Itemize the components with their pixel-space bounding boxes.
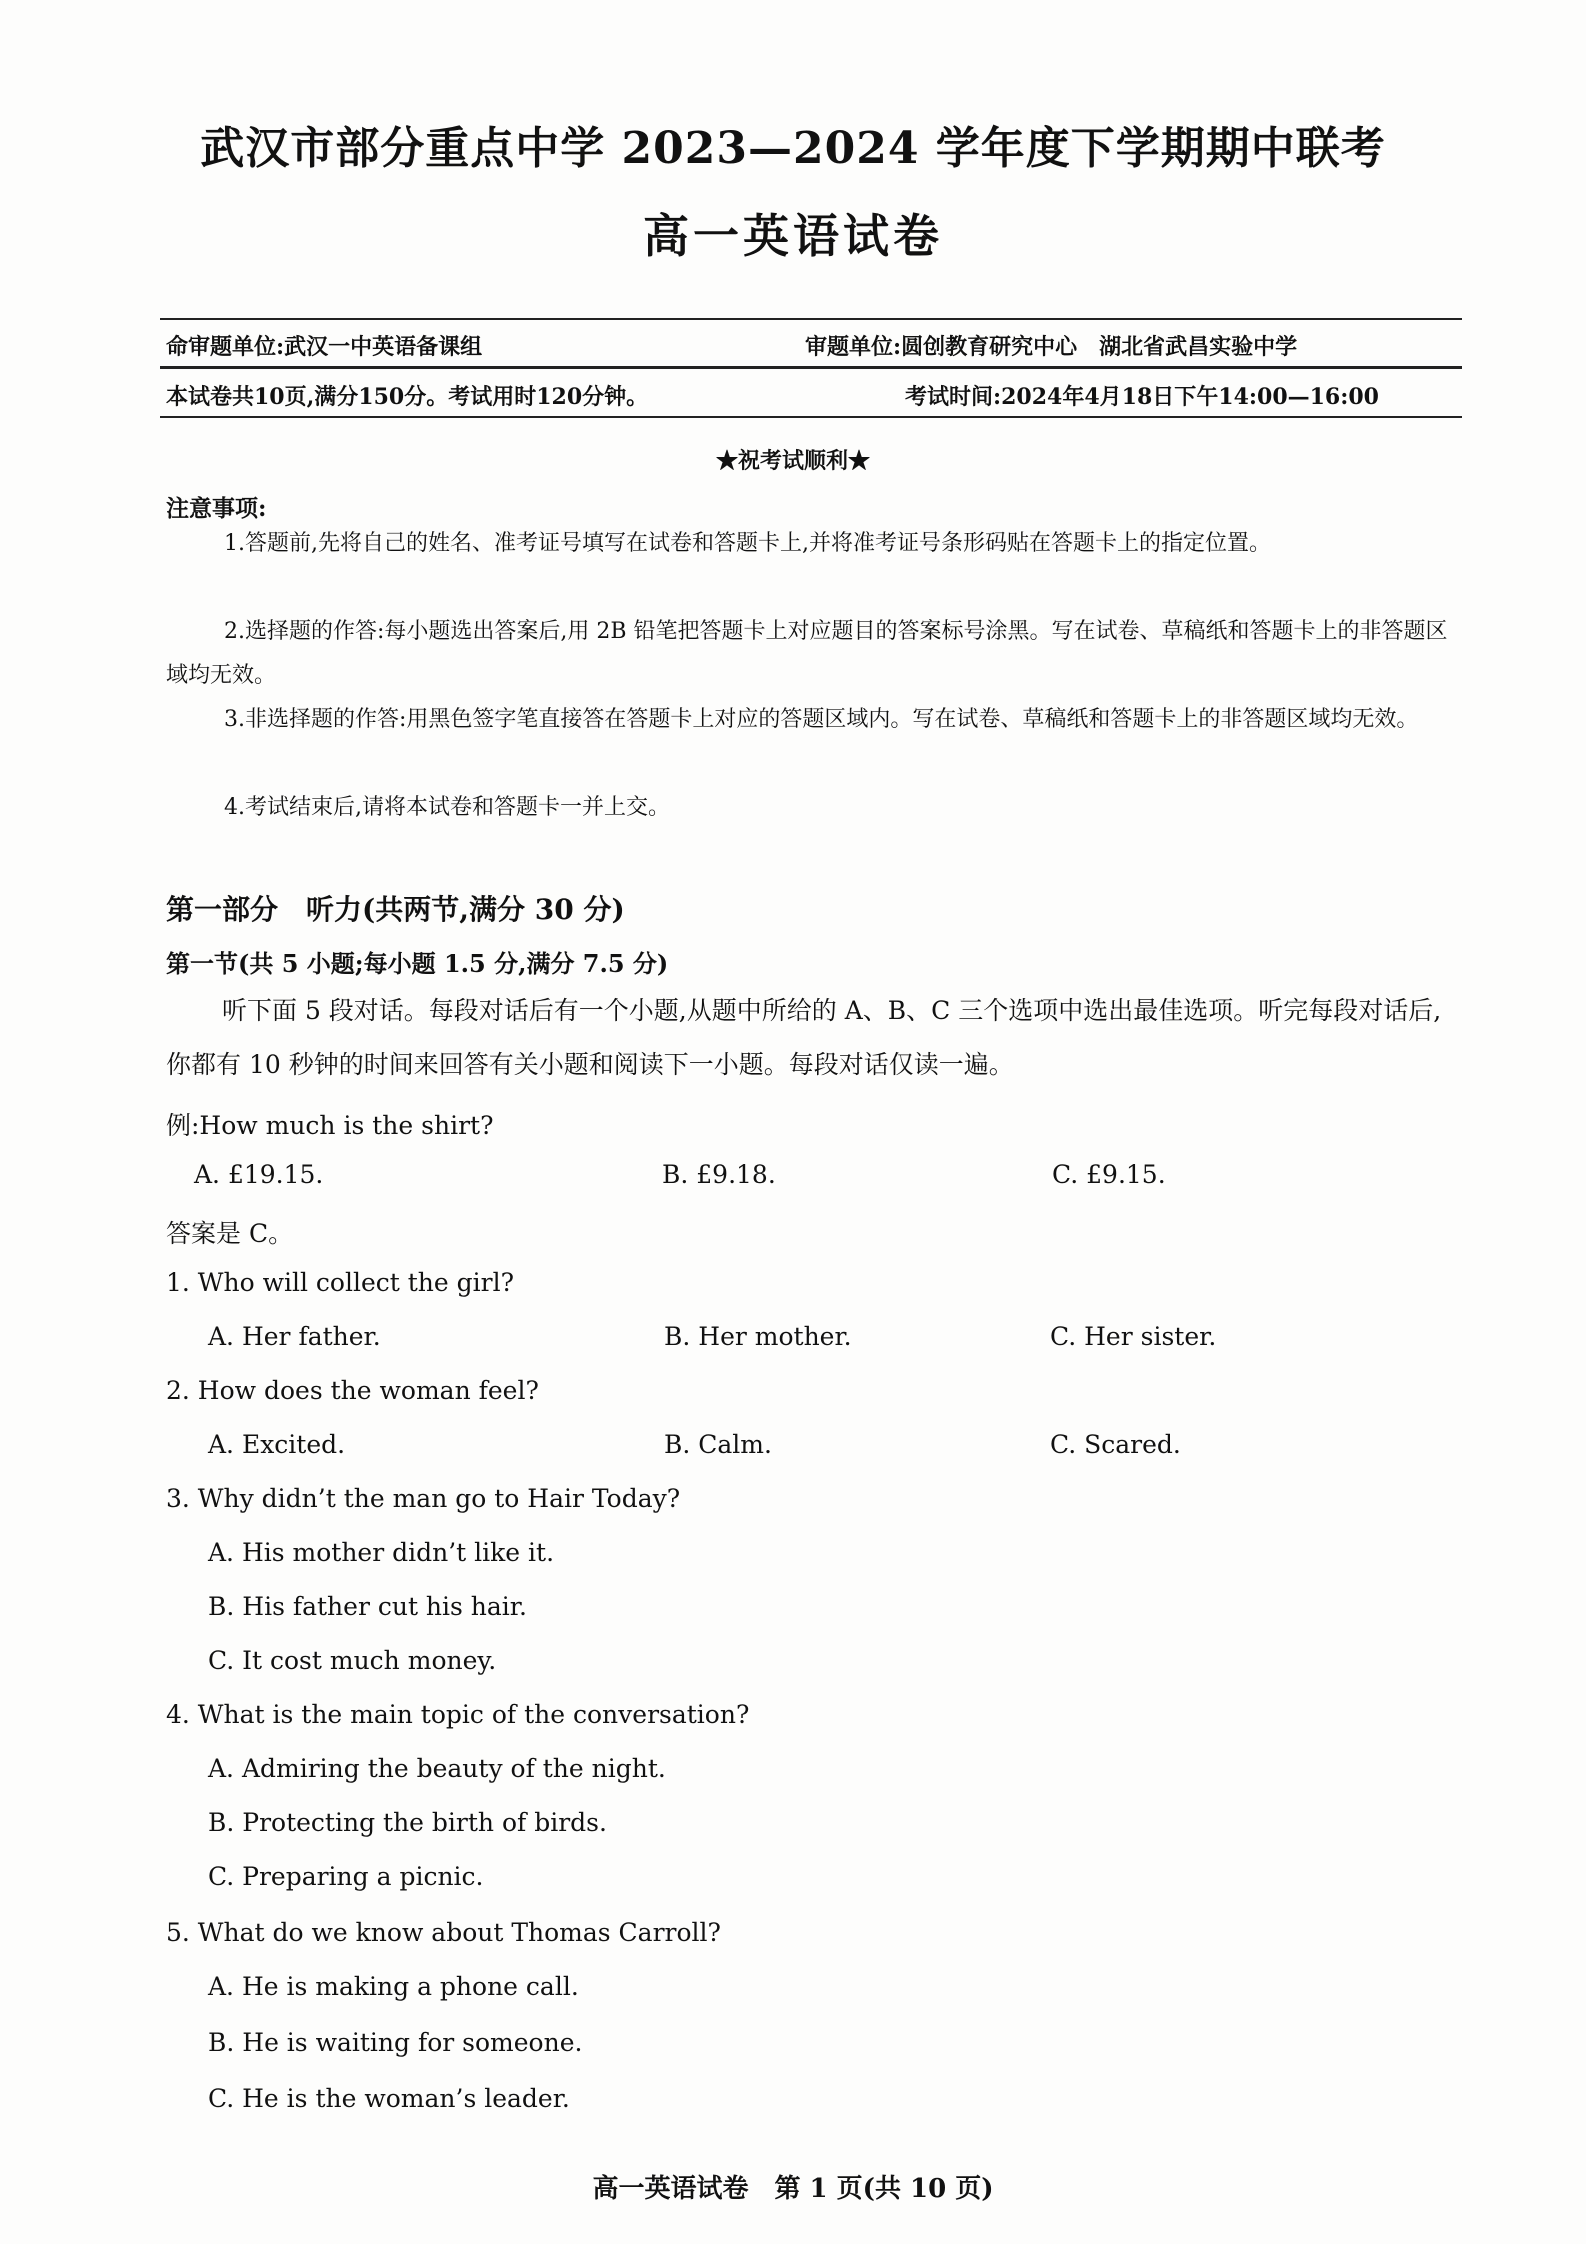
section-title: 第一节(共 5 小题;每小题 1.5 分,满分 7.5 分) — [166, 949, 669, 978]
q2-option-b: B. Calm. — [664, 1430, 772, 1459]
q5-option-a: A. He is making a phone call. — [208, 1972, 579, 2001]
example-answer: 答案是 C。 — [166, 1219, 294, 1248]
blessing: ★祝考试顺利★ — [715, 448, 870, 474]
q2-option-a: A. Excited. — [208, 1430, 346, 1459]
example-option-c: C. £9.15. — [1052, 1160, 1166, 1189]
notice-heading: 注意事项: — [166, 495, 267, 522]
q2-option-c: C. Scared. — [1050, 1430, 1181, 1459]
q1-option-c: C. Her sister. — [1050, 1322, 1217, 1351]
notice-item: 4.考试结束后,请将本试卷和答题卡一并上交。 — [224, 795, 670, 820]
divider-line — [160, 416, 1462, 418]
exam-title: 武汉市部分重点中学 2023—2024 学年度下学期期中联考 — [200, 123, 1386, 174]
q4-option-b: B. Protecting the birth of birds. — [208, 1808, 607, 1837]
notice-item: 2.选择题的作答:每小题选出答案后,用 2B 铅笔把答题卡上对应题目的答案标号涂黑。写在试卷、草稿纸和答题卡上的非答题区域均无效。 — [166, 619, 1448, 688]
example-option-a: A. £19.15. — [194, 1160, 324, 1189]
question-5: 5. What do we know about Thomas Carroll? — [166, 1918, 721, 1947]
q4-option-c: C. Preparing a picnic. — [208, 1862, 484, 1891]
question-3: 3. Why didn’t the man go to Hair Today? — [166, 1484, 681, 1513]
question-1: 1. Who will collect the girl? — [166, 1268, 514, 1297]
q3-option-a: A. His mother didn’t like it. — [208, 1538, 555, 1567]
divider-line — [160, 366, 1462, 369]
instructions: 听下面 5 段对话。每段对话后有一个小题,从题中所给的 A、B、C 三个选项中选出最佳选项。听完每段对话后,你都有 10 秒钟的时间来回答有关小题和阅读下一小题。每段对话仅读一遍。 — [166, 996, 1442, 1079]
notice-item: 1.答题前,先将自己的姓名、准考证号填写在试卷和答题卡上,并将准考证号条形码贴在答题卡上的指定位置。 — [224, 531, 1271, 556]
exam-time: 考试时间:2024年4月18日下午14:00—16:00 — [905, 384, 1379, 410]
setter-unit: 命审题单位:武汉一中英语备课组 — [166, 334, 483, 360]
page-footer: 高一英语试卷 第 1 页(共 10 页) — [592, 2174, 994, 2204]
example-question: 例:How much is the shirt? — [166, 1111, 494, 1140]
exam-info: 本试卷共10页,满分150分。考试用时120分钟。 — [166, 384, 649, 410]
question-4: 4. What is the main topic of the conversation? — [166, 1700, 750, 1729]
q1-option-a: A. Her father. — [208, 1322, 381, 1351]
review-unit: 审题单位:圆创教育研究中心 湖北省武昌实验中学 — [805, 334, 1298, 360]
q1-option-b: B. Her mother. — [664, 1322, 852, 1351]
q4-option-a: A. Admiring the beauty of the night. — [208, 1754, 666, 1783]
part-title: 第一部分 听力(共两节,满分 30 分) — [166, 893, 625, 926]
q5-option-c: C. He is the woman’s leader. — [208, 2084, 570, 2113]
divider-line — [160, 318, 1462, 320]
q3-option-c: C. It cost much money. — [208, 1646, 497, 1675]
notice-item: 3.非选择题的作答:用黑色签字笔直接答在答题卡上对应的答题区域内。写在试卷、草稿纸和答题卡上的非答题区域均无效。 — [224, 707, 1419, 732]
exam-subtitle: 高一英语试卷 — [643, 209, 943, 263]
question-2: 2. How does the woman feel? — [166, 1376, 539, 1405]
q3-option-b: B. His father cut his hair. — [208, 1592, 527, 1621]
q5-option-b: B. He is waiting for someone. — [208, 2028, 583, 2057]
example-option-b: B. £9.18. — [662, 1160, 776, 1189]
